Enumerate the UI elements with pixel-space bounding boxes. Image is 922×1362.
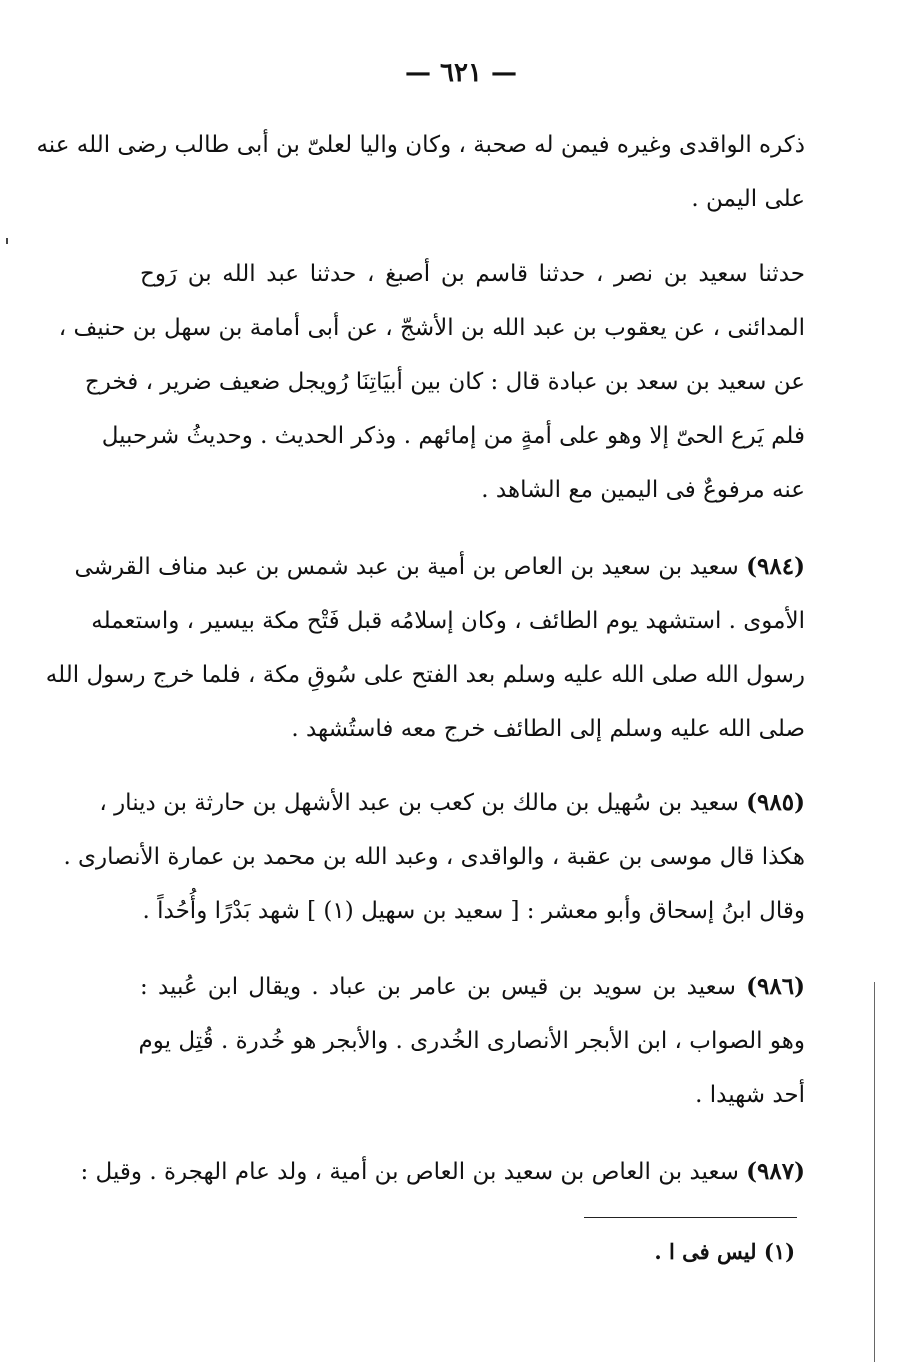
text-line: المدائنى ، عن يعقوب بن عبد الله بن الأشجّ ، عن أبى أمامة بن سهل بن حنيف ، (58, 315, 805, 341)
entry-number: (٩٨٦) (746, 973, 805, 1000)
page-number: — ٦٢١ — (404, 58, 518, 88)
text-line (74, 540, 805, 594)
scan-speck (6, 238, 8, 244)
text-line: حدثنا سعيد بن نصر ، حدثنا قاسم بن أصبغ ، حدثنا عبد الله بن رَوح (140, 261, 805, 287)
footnote-divider (584, 1217, 797, 1218)
entry-line-text: سعيد بن سُهيل بن مالك بن كعب بن عبد الأشهل بن حارثة بن دينار ، (99, 790, 739, 816)
entry-number: (٩٨٤) (746, 553, 805, 580)
entry-line-text: سعيد بن سعيد بن العاص بن أمية بن عبد شمس بن عبد مناف القرشى (74, 554, 739, 580)
text-line: رسول الله صلى الله عليه وسلم بعد الفتح على سُوقِ مكة ، فلما خرج رسول الله (45, 662, 805, 688)
entry-986 (140, 960, 805, 1122)
text-line: وقال ابنُ إسحاق وأبو معشر : [ سعيد بن سهيل (١) ] شهد بَدْرًا وأُحُداً . (142, 898, 805, 924)
text-line (99, 776, 805, 830)
text-line: عنه مرفوعٌ فى اليمين مع الشاهد . (481, 477, 805, 503)
paragraph-continuation (36, 118, 805, 226)
text-line: فلم يَرع الحىّ إلا وهو على أمةٍ من إمائهم . وذكر الحديث . وحديثُ شرحبيل (101, 423, 805, 449)
scan-margin-line (874, 982, 875, 1362)
text-line: عن سعيد بن سعد بن عبادة قال : كان بين أبيَاتِنَا رُويجل ضعيف ضرير ، فخرج (84, 369, 805, 395)
text-line: هكذا قال موسى بن عقبة ، والواقدى ، وعبد الله بن محمد بن عمارة الأنصارى . (63, 844, 805, 870)
entry-number: (٩٨٧) (746, 1158, 805, 1185)
text-line (140, 960, 805, 1014)
entry-984 (45, 540, 805, 756)
entry-line-text: سعيد بن سويد بن قيس بن عامر بن عباد . ويقال ابن عُبيد : (140, 974, 736, 1000)
text-line: على اليمن . (691, 186, 805, 212)
entry-line-text: سعيد بن العاص بن سعيد بن العاص بن أمية ، ولد عام الهجرة . وقيل : (80, 1159, 739, 1185)
entry-985 (63, 776, 805, 938)
text-line: وهو الصواب ، ابن الأبجر الأنصارى الخُدرى . والأبجر هو خُدرة . قُتِل يوم (138, 1028, 805, 1054)
text-line (80, 1145, 805, 1199)
entry-987 (80, 1145, 805, 1199)
text-line: الأموى . استشهد يوم الطائف ، وكان إسلامُه قبل فَتْح مكة بيسير ، واستعمله (91, 608, 805, 634)
text-line: صلى الله عليه وسلم إلى الطائف خرج معه فاستُشهد . (291, 716, 805, 742)
footnote: (١) ليس فى ا . (654, 1239, 795, 1264)
text-line: ذكره الواقدى وغيره فيمن له صحبة ، وكان واليا لعلىّ بن أبى طالب رضى الله عنه (36, 132, 805, 158)
entry-number: (٩٨٥) (746, 789, 805, 816)
paragraph-hadith (58, 247, 805, 517)
text-line: أحد شهيدا . (695, 1082, 805, 1108)
